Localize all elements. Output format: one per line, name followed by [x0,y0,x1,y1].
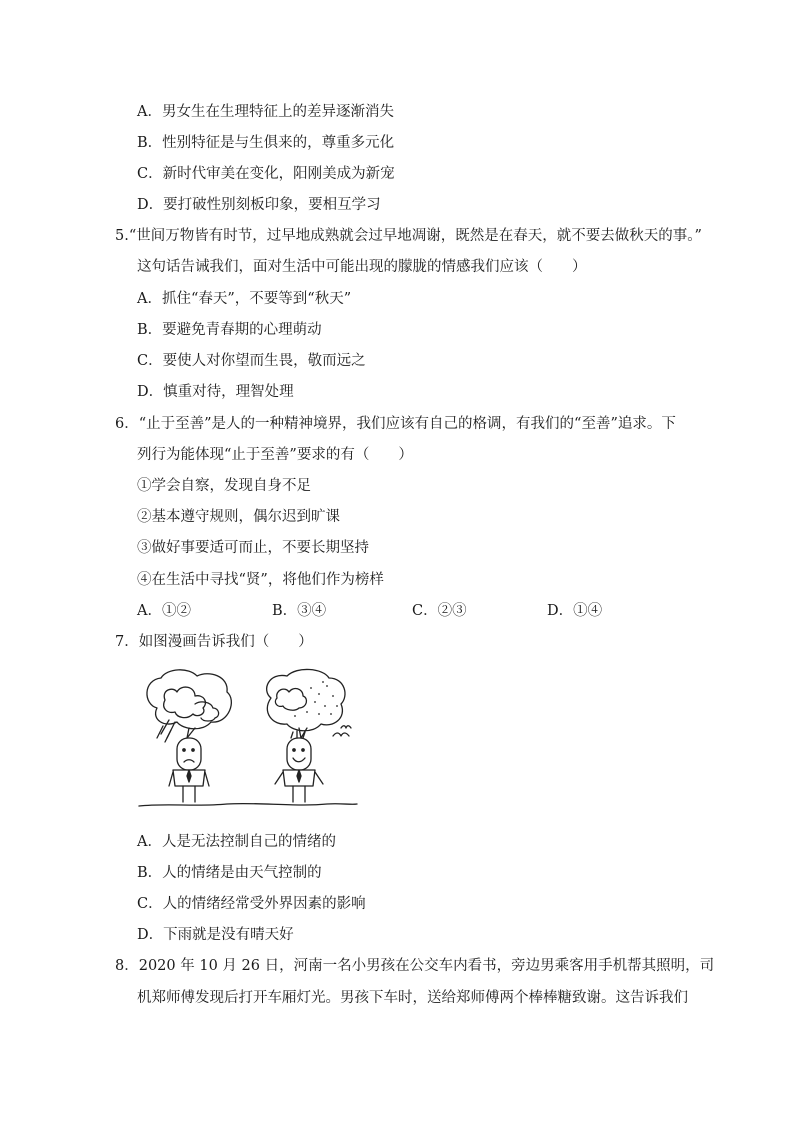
q7-option-d: D．下雨就是没有晴天好 [137,927,294,943]
q6-item-3: ③做好事要适可而止，不要长期坚持 [137,540,369,556]
q6-item-2: ②基本遵守规则，偶尔迟到旷课 [137,509,340,525]
q7-option-c: C．人的情绪经常受外界因素的影响 [137,896,366,912]
left-thought-bubble [147,670,231,729]
q5-option-d: D．慎重对待，理智处理 [137,384,294,400]
sun-cloud-icon [275,689,306,711]
q6-choices [137,601,657,621]
q4-option-c: C．新时代审美在变化，阳刚美成为新宠 [137,166,395,182]
q8-stem-line1: 8．2020 年 10 月 26 日，河南一名小男孩在公交车内看书，旁边男乘客用手机帮其照明，司 [115,958,715,974]
q5-option-c: C．要使人对你望而生畏，敬而远之 [137,353,366,369]
q7-option-b: B．人的情绪是由天气控制的 [137,865,322,881]
q6-stem-line2: 列行为能体现“止于至善”要求的有（ ） [137,447,413,463]
q6-choice-b: B．③④ [272,603,327,619]
sad-man-figure [169,738,209,802]
q5-stem-line1: 5.“世间万物皆有时节，过早地成熟就会过早地凋谢，既然是在春天，就不要去做秋天的事。” [115,228,702,244]
q6-stem-line1: 6．“止于至善”是人的一种精神境界，我们应该有自己的格调，有我们的“至善”追求。下 [115,416,676,432]
left-bubble-tail [187,728,195,738]
q6-choice-c: C．②③ [412,603,467,619]
q6-choice-d: D．①④ [547,603,603,619]
q5-option-b: B．要避免青春期的心理萌动 [137,322,322,338]
sunshine-dots [294,681,338,717]
bird-icon [333,733,349,736]
q6-choice-a: A．①② [137,603,191,619]
q4-option-d: D．要打破性别刻板印象，要相互学习 [137,197,381,213]
q5-option-a: A．抓住“春天”，不要等到“秋天” [137,291,352,307]
q6-item-1: ①学会自察，发现自身不足 [137,478,311,494]
weather-mood-cartoon [137,668,359,818]
q5-stem-line2: 这句话告诫我们，面对生活中可能出现的朦胧的情感我们应该（ ） [137,259,587,275]
q7-option-a: A．人是无法控制自己的情绪的 [137,834,336,850]
q4-option-b: B．性别特征是与生俱来的，尊重多元化 [137,135,395,151]
q7-stem: 7．如图漫画告诉我们（ ） [115,634,313,650]
q6-item-4: ④在生活中寻找“贤”，将他们作为榜样 [137,572,384,588]
happy-man-figure [275,731,323,802]
q8-stem-line2: 机郑师傅发现后打开车厢灯光。男孩下车时，送给郑师傅两个棒棒糖致谢。这告诉我们 [137,990,688,1006]
q4-option-a: A．男女生在生理特征上的差异逐渐消失 [137,104,394,120]
ground-line [139,804,357,806]
right-thought-bubble [267,669,345,730]
